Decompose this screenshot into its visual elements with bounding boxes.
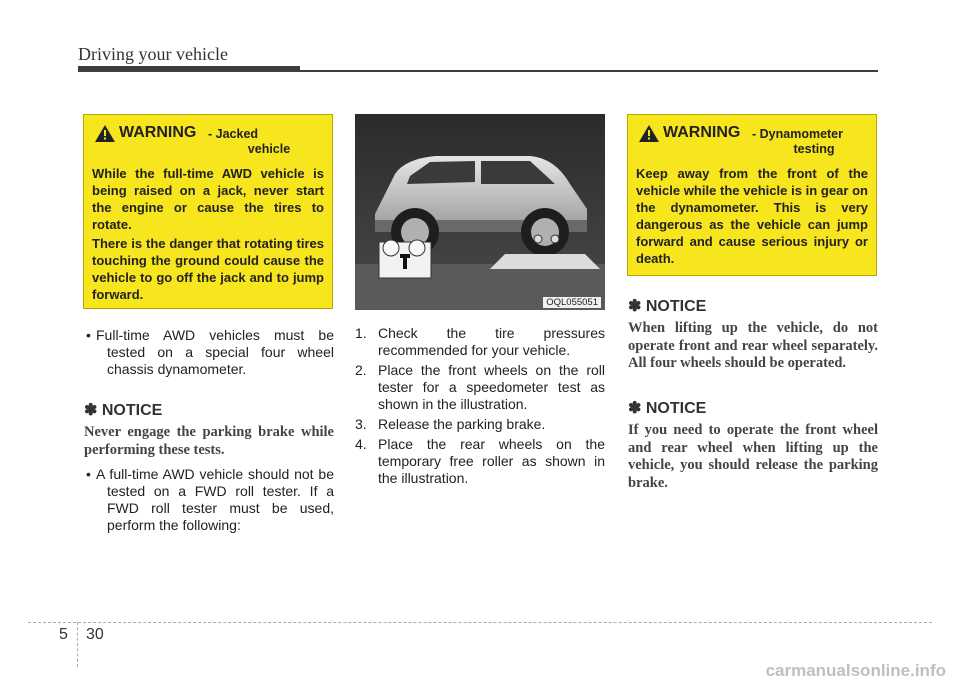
notice-title-right-2 xyxy=(628,398,706,418)
warning-subtitle-line1: - Jacked xyxy=(208,127,259,141)
warning-box-jacked-vehicle xyxy=(83,114,333,309)
warning-subtitle xyxy=(206,127,306,157)
notice-star-icon: ✽ xyxy=(628,298,642,315)
steps-list xyxy=(355,325,605,490)
bullet-dot: • xyxy=(86,466,91,482)
step-item xyxy=(355,416,605,433)
step-text: Release the parking brake. xyxy=(378,416,546,432)
bullet-dynamometer xyxy=(86,327,334,378)
footer-divider xyxy=(77,622,78,667)
notice-star-icon: ✽ xyxy=(628,400,642,417)
notice-title-left xyxy=(84,400,162,420)
warning-paragraph-1: Keep away from the front of the vehicle while the vehicle is in gear on the dynamometer. This is very dangerous as the vehicle can jump forward and cause serious injury or death. xyxy=(636,166,868,266)
step-number: 2. xyxy=(355,362,367,378)
warning-subtitle xyxy=(750,127,872,157)
warning-triangle-icon xyxy=(95,125,115,142)
warning-label: WARNING xyxy=(663,124,741,141)
step-number: 4. xyxy=(355,436,367,452)
warning-subtitle-line2: testing xyxy=(793,142,835,156)
warning-box-dynamometer-testing xyxy=(627,114,877,276)
header-bar xyxy=(78,66,300,72)
step-text: Check the tire pressures recommended for your vehicle. xyxy=(378,325,605,358)
warning-subtitle-line1: - Dynamometer xyxy=(752,127,843,141)
step-item xyxy=(355,362,605,413)
suv-on-roll-tester-image xyxy=(355,114,605,310)
step-text: Place the rear wheels on the temporary free roller as shown in the illustration. xyxy=(378,436,605,486)
step-number: 3. xyxy=(355,416,367,432)
step-text: Place the front wheels on the roll tester for a speedometer test as shown in the illustration. xyxy=(378,362,605,412)
vehicle-dynamometer-illustration xyxy=(355,114,605,310)
warning-paragraph-1: While the full-time AWD vehicle is being raised on a jack, never start the engine or cause the tires to rotate. xyxy=(92,166,324,232)
notice-title-right-1 xyxy=(628,296,706,316)
warning-label: WARNING xyxy=(119,124,197,141)
notice-title-text: NOTICE xyxy=(645,400,707,417)
notice-body-left: Never engage the parking brake while performing these tests. xyxy=(84,424,334,458)
bullet-fwd-roll-tester xyxy=(86,466,334,534)
header-rule xyxy=(300,70,878,72)
warning-paragraph-2: There is the danger that rotating tires touching the ground could cause the vehicle to go off the jack and to jump forward. xyxy=(92,236,324,302)
notice-star-icon: ✽ xyxy=(84,402,98,419)
notice-body-right-1: When lifting up the vehicle, do not operate front and rear wheel separately. All four wheels should be operated. xyxy=(628,320,878,371)
notice-title-text: NOTICE xyxy=(101,402,163,419)
warning-triangle-icon xyxy=(639,125,659,142)
step-number: 1. xyxy=(355,325,367,341)
page-number: 30 xyxy=(86,626,104,643)
figure-code: OQL055051 xyxy=(543,297,601,308)
bullet-dot: • xyxy=(86,327,91,343)
page-header-title: Driving your vehicle xyxy=(78,44,228,64)
watermark-text[interactable]: carmanualsonline.info xyxy=(765,661,946,680)
notice-title-text: NOTICE xyxy=(645,298,707,315)
step-item xyxy=(355,436,605,487)
bullet-dynamometer-text: Full-time AWD vehicles must be tested on a special four wheel chassis dynamometer. xyxy=(96,327,334,377)
notice-body-right-2: If you need to operate the front wheel and rear wheel when lifting up the vehicle, you should release the parking brake. xyxy=(628,422,878,491)
bullet-fwd-roll-tester-text: A full-time AWD vehicle should not be tested on a FWD roll tester. If a FWD roll tester must be used, perform the following: xyxy=(96,466,334,533)
footer-rule xyxy=(28,622,932,623)
step-item xyxy=(355,325,605,359)
page-section-number: 5 xyxy=(59,626,68,643)
warning-subtitle-line2: vehicle xyxy=(247,142,291,156)
